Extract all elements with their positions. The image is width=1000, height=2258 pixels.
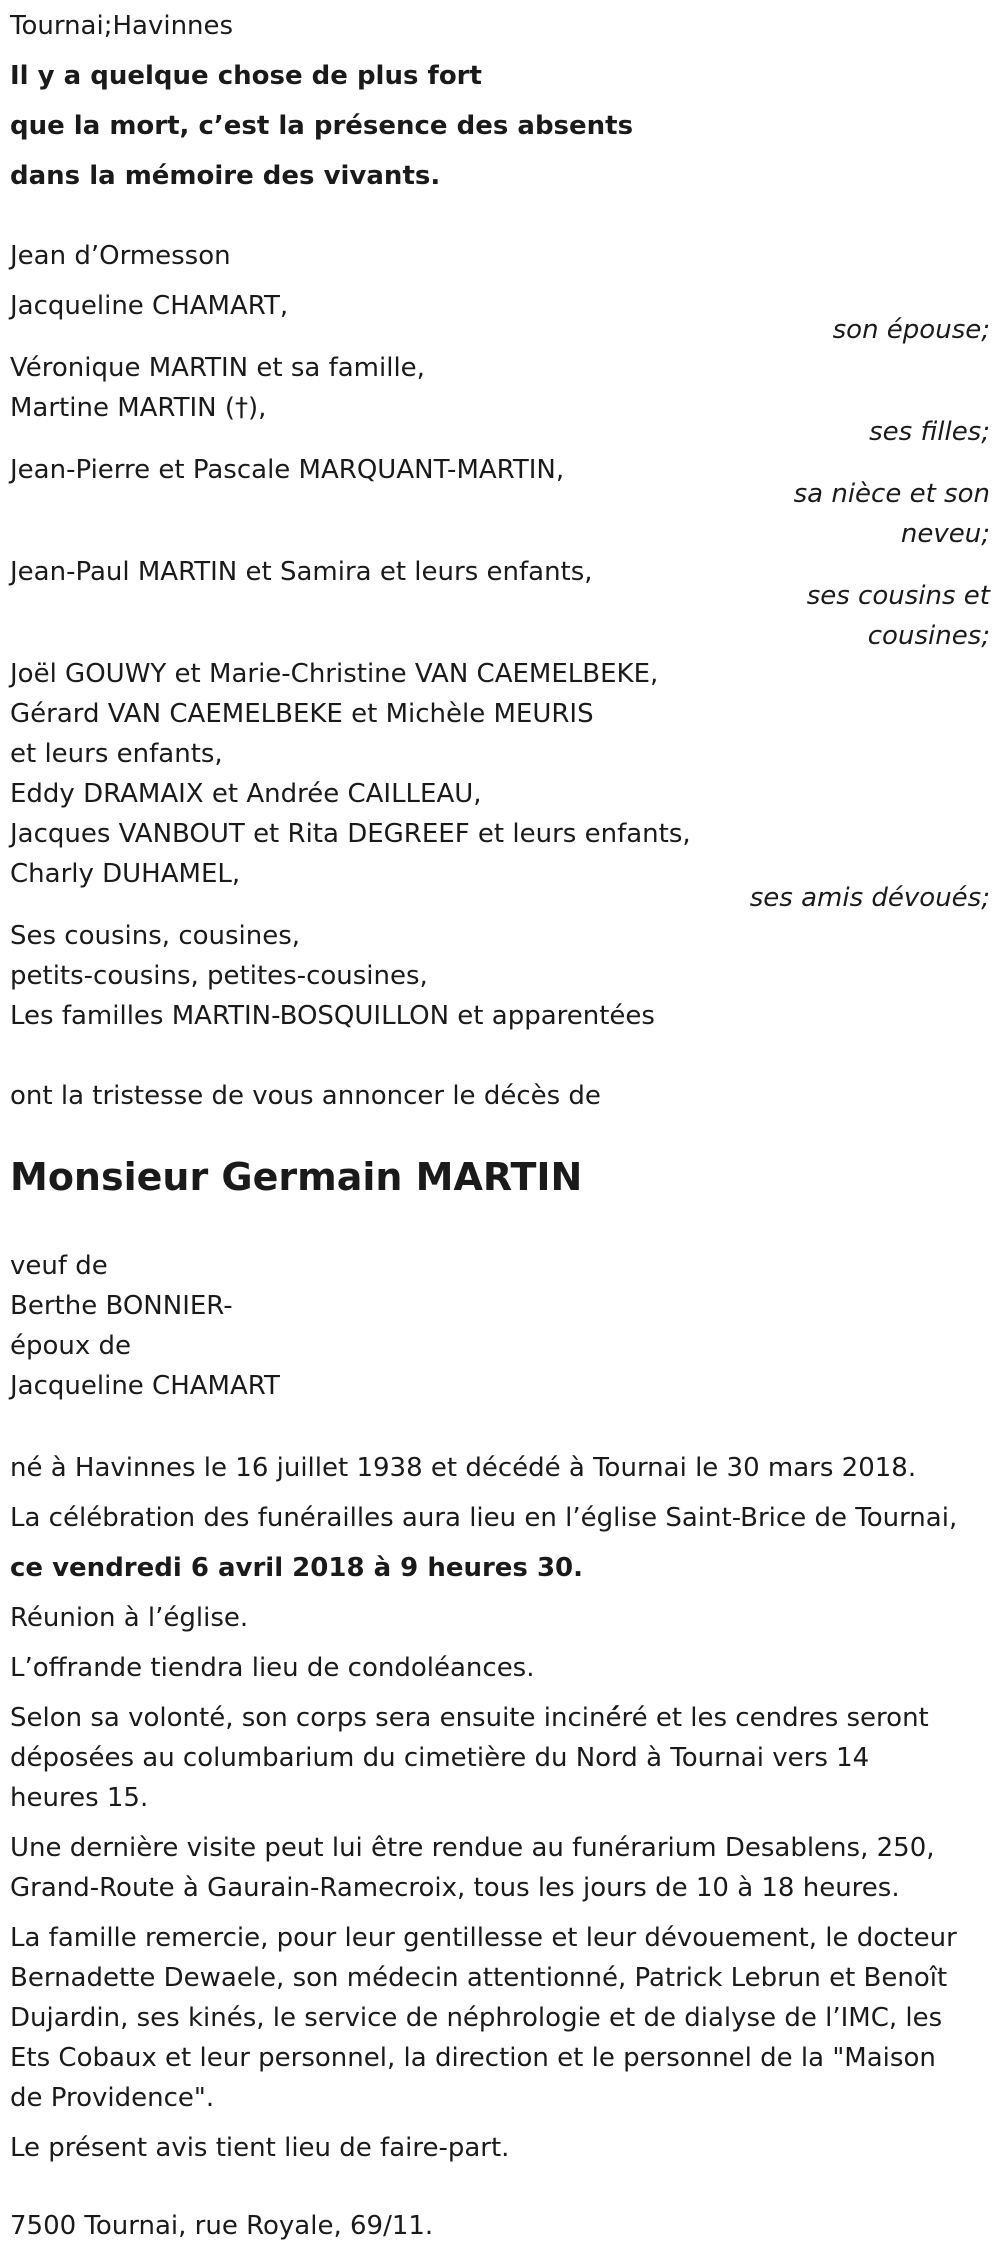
friend-line: et leurs enfants, (10, 739, 223, 769)
status-line: Jacqueline CHAMART (10, 1371, 280, 1401)
meeting: Réunion à l’église. (10, 1603, 249, 1633)
cousins-role: cousines; (867, 621, 990, 651)
quote-line: que la mort, c’est la présence des absents (10, 111, 634, 141)
thanks-line: La famille remercie, pour leur gentillesse et leur dévouement, le docteur (10, 1923, 957, 1953)
friend-line: Gérard VAN CAEMELBEKE et Michèle MEURIS (10, 699, 594, 729)
offering: L’offrande tiendra lieu de condoléances. (10, 1653, 535, 1683)
visit-line: Une dernière visite peut lui être rendue au funérarium Desablens, 250, (10, 1833, 935, 1863)
spouse-name: Jacqueline CHAMART, (10, 291, 289, 321)
daughter-line: Martine MARTIN (†), (10, 393, 267, 423)
other-relatives-line: petits-cousins, petites-cousines, (10, 961, 428, 991)
friends-role: ses amis dévoués; (749, 883, 990, 913)
friend-line: Joël GOUWY et Marie-Christine VAN CAEMELBEKE, (10, 659, 659, 689)
other-relatives-line: Les familles MARTIN-BOSQUILLON et apparentées (10, 1001, 655, 1031)
visit-line: Grand-Route à Gaurain-Ramecroix, tous les jours de 10 à 18 heures. (10, 1873, 900, 1903)
address: 7500 Tournai, rue Royale, 69/11. (10, 2211, 434, 2241)
daughter-line: Véronique MARTIN et sa famille, (10, 353, 425, 383)
notice: Le présent avis tient lieu de faire-part. (10, 2133, 510, 2163)
niece-nephew-role: sa nièce et son (793, 479, 990, 509)
friend-line: Jacques VANBOUT et Rita DEGREEF et leurs enfants, (10, 819, 691, 849)
cousins: Jean-Paul MARTIN et Samira et leurs enfants, (10, 557, 593, 587)
deceased-name: Monsieur Germain MARTIN (10, 1155, 583, 1199)
ceremony: La célébration des funérailles aura lieu en l’église Saint-Brice de Tournai, (10, 1503, 958, 1533)
status-line: veuf de (10, 1251, 108, 1281)
thanks-line: Dujardin, ses kinés, le service de néphrologie et de dialyse de l’IMC, les (10, 2003, 943, 2033)
birth-death: né à Havinnes le 16 juillet 1938 et décédé à Tournai le 30 mars 2018. (10, 1453, 917, 1483)
status-line: Berthe BONNIER- (10, 1291, 233, 1321)
cremation-line: déposées au columbarium du cimetière du Nord à Tournai vers 14 (10, 1743, 870, 1773)
quote-line: dans la mémoire des vivants. (10, 161, 441, 191)
spouse-role: son épouse; (832, 315, 990, 345)
other-relatives-line: Ses cousins, cousines, (10, 921, 301, 951)
status-line: époux de (10, 1331, 132, 1361)
daughters-role: ses filles; (869, 417, 990, 447)
location: Tournai;Havinnes (10, 11, 234, 41)
niece-nephew: Jean-Pierre et Pascale MARQUANT-MARTIN, (10, 455, 565, 485)
niece-nephew-role: neveu; (900, 519, 990, 549)
friend-line: Eddy DRAMAIX et Andrée CAILLEAU, (10, 779, 482, 809)
cousins-role: ses cousins et (806, 581, 990, 611)
cremation-line: heures 15. (10, 1783, 149, 1813)
quote-author: Jean d’Ormesson (10, 241, 231, 271)
thanks-line: de Providence". (10, 2083, 215, 2113)
thanks-line: Bernadette Dewaele, son médecin attentionné, Patrick Lebrun et Benoît (10, 1963, 948, 1993)
thanks-line: Ets Cobaux et leur personnel, la direction et le personnel de la "Maison (10, 2043, 936, 2073)
ceremony-date: ce vendredi 6 avril 2018 à 9 heures 30. (10, 1553, 584, 1583)
announcement: ont la tristesse de vous annoncer le décès de (10, 1081, 601, 1111)
friend-line: Charly DUHAMEL, (10, 859, 241, 889)
quote-line: Il y a quelque chose de plus fort (10, 61, 482, 91)
cremation-line: Selon sa volonté, son corps sera ensuite inciné́ré et les cendres seront (10, 1703, 929, 1733)
